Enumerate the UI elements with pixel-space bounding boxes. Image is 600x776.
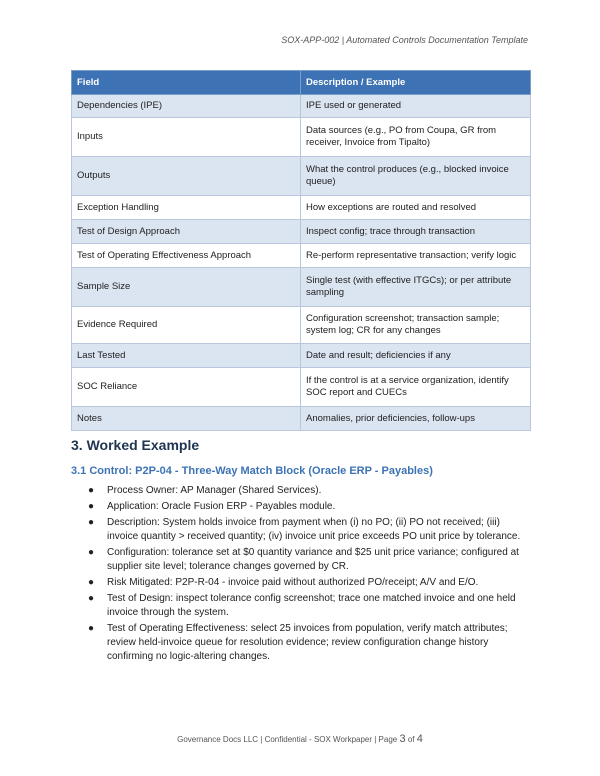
field-cell: Dependencies (IPE) [72, 95, 301, 118]
bullet-icon: ● [88, 547, 95, 558]
page-header: SOX-APP-002 | Automated Controls Documentation Template [281, 35, 528, 45]
field-cell: Test of Design Approach [72, 220, 301, 244]
list-item-text: Application: Oracle Fusion ERP - Payables module. [107, 501, 336, 512]
list-item-text: Risk Mitigated: P2P-R-04 - invoice paid without authorized PO/receipt; A/V and E/O. [107, 577, 479, 588]
description-cell: Data sources (e.g., PO from Coupa, GR from receiver, Invoice from Tipalto) [301, 118, 531, 157]
description-cell: Single test (with effective ITGCs); or per attribute sampling [301, 268, 531, 307]
list-item [71, 592, 533, 620]
page-number: 3 [399, 733, 406, 745]
description-cell: Inspect config; trace through transaction [301, 220, 531, 244]
list-item-text: Test of Operating Effectiveness: select 25 invoices from population, verify match attributes; review held-invoice queue for resolution evidence; review configuration change history confirming no logic-altering changes. [107, 623, 508, 662]
field-cell: Outputs [72, 157, 301, 196]
bullet-icon: ● [88, 517, 95, 528]
table-header-row [72, 71, 531, 95]
table-row [72, 196, 531, 220]
footer-text: Governance Docs LLC | Confidential - SOX Workpaper | Page [177, 735, 398, 744]
bullet-icon: ● [88, 577, 95, 588]
table-row [72, 344, 531, 368]
list-item [71, 576, 533, 590]
description-cell: IPE used or generated [301, 95, 531, 118]
table-row [72, 307, 531, 344]
list-item [71, 622, 533, 664]
table-row [72, 268, 531, 307]
description-cell: Anomalies, prior deficiencies, follow-ups [301, 407, 531, 431]
description-cell: How exceptions are routed and resolved [301, 196, 531, 220]
footer-of: of [407, 735, 415, 744]
table-row [72, 118, 531, 157]
table-row [72, 220, 531, 244]
field-cell: Notes [72, 407, 301, 431]
column-header-description: Description / Example [301, 71, 531, 95]
subsection-heading: 3.1 Control: P2P-04 - Three-Way Match Block (Oracle ERP - Payables) [71, 465, 433, 477]
list-item [71, 484, 533, 498]
section-heading: 3. Worked Example [71, 437, 200, 453]
list-item-text: Process Owner: AP Manager (Shared Services). [107, 485, 322, 496]
description-cell: Re-perform representative transaction; verify logic [301, 244, 531, 268]
field-cell: Sample Size [72, 268, 301, 307]
bullet-icon: ● [88, 593, 95, 604]
page-footer [0, 733, 600, 745]
list-item-text: Description: System holds invoice from payment when (i) no PO; (ii) PO not received; (iii) invoice quantity > received quantity; (iv) invoice unit price exceeds PO unit price by tolerance. [107, 517, 521, 542]
page-total: 4 [416, 733, 423, 745]
fields-table [71, 70, 531, 431]
field-cell: SOC Reliance [72, 368, 301, 407]
list-item [71, 546, 533, 574]
field-cell: Test of Operating Effectiveness Approach [72, 244, 301, 268]
field-cell: Last Tested [72, 344, 301, 368]
table-row [72, 95, 531, 118]
list-item [71, 516, 533, 544]
table-row [72, 157, 531, 196]
column-header-field: Field [72, 71, 301, 95]
table-row [72, 244, 531, 268]
bullet-icon: ● [88, 623, 95, 634]
bullet-icon: ● [88, 485, 95, 496]
list-item-text: Configuration: tolerance set at $0 quantity variance and $25 unit price variance; configured at supplier site level; tolerance changes governed by CR. [107, 547, 519, 572]
bullet-icon: ● [88, 501, 95, 512]
bullet-list [71, 484, 533, 666]
description-cell: What the control produces (e.g., blocked invoice queue) [301, 157, 531, 196]
field-cell: Exception Handling [72, 196, 301, 220]
description-cell: Date and result; deficiencies if any [301, 344, 531, 368]
description-cell: If the control is at a service organization, identify SOC report and CUECs [301, 368, 531, 407]
list-item-text: Test of Design: inspect tolerance config screenshot; trace one matched invoice and one held invoice through the system. [107, 593, 516, 618]
field-cell: Inputs [72, 118, 301, 157]
field-cell: Evidence Required [72, 307, 301, 344]
list-item [71, 500, 533, 514]
description-cell: Configuration screenshot; transaction sample; system log; CR for any changes [301, 307, 531, 344]
table-row [72, 407, 531, 431]
table-row [72, 368, 531, 407]
